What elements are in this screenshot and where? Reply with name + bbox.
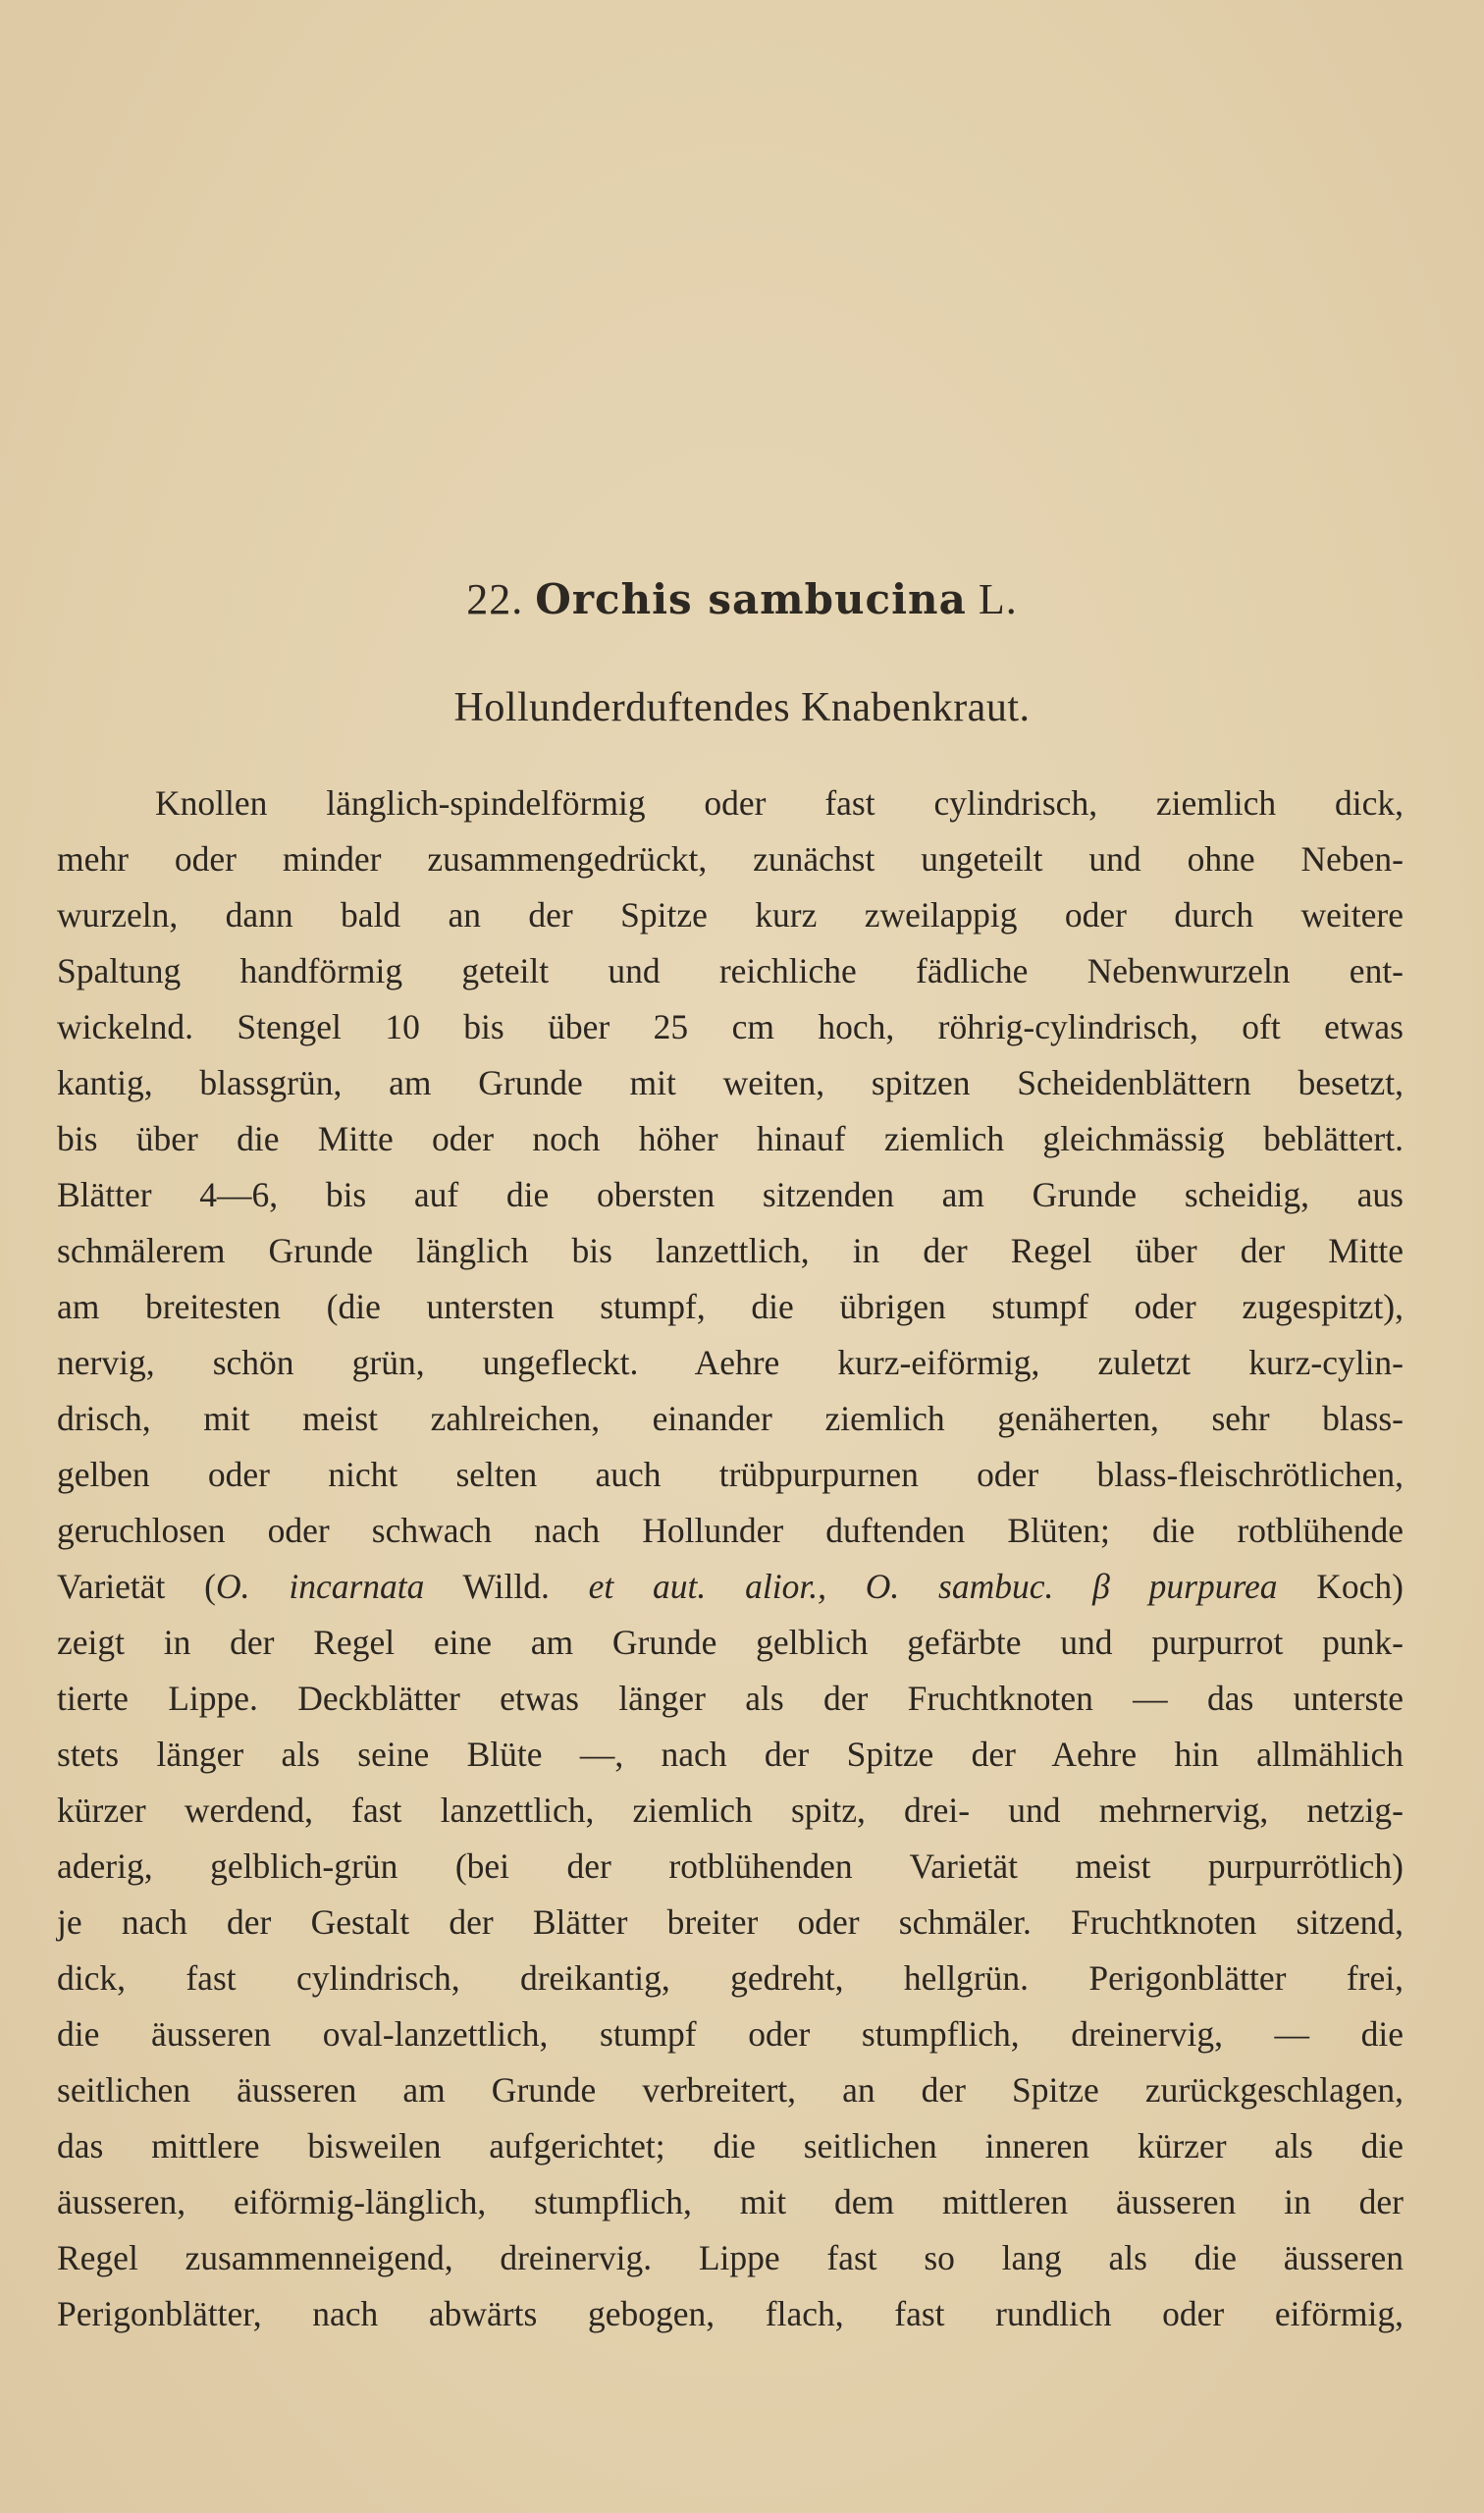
text-line: bis über die Mitte oder noch höher hinauf ziemlich gleichmässig beblättert. <box>57 1119 1404 1158</box>
text-line: äusseren, eiförmig-länglich, stumpflich, mit dem mittleren äusseren in der <box>57 2182 1404 2221</box>
varietat-text-1: Varietät ( <box>57 1567 217 1606</box>
text-line: geruchlosen oder schwach nach Hollunder duftenden Blüten; die rotblühende <box>57 1511 1404 1550</box>
text-line: Regel zusammenneigend, dreinervig. Lippe fast so lang als die äusseren <box>57 2238 1404 2277</box>
text-line: am breitesten (die untersten stumpf, die übrigen stumpf oder zugespitzt), <box>57 1287 1404 1326</box>
varietat-text-3: Koch) <box>1277 1567 1404 1606</box>
text-line: Spaltung handförmig geteilt und reichliche fädliche Nebenwurzeln ent- <box>57 951 1404 990</box>
text-line: Knollen länglich-spindelförmig oder fast cylindrisch, ziemlich dick, <box>155 783 1404 823</box>
text-line: Blätter 4—6, bis auf die obersten sitzenden am Grunde scheidig, aus <box>57 1175 1404 1214</box>
text-line: schmälerem Grunde länglich bis lanzettlich, in der Regel über der Mitte <box>57 1231 1404 1270</box>
species-number: 22. <box>466 575 524 623</box>
text-line: wickelnd. Stengel 10 bis über 25 cm hoch, röhrig-cylindrisch, oft etwas <box>57 1007 1404 1046</box>
varietat-line <box>57 1559 1404 1615</box>
text-line: drisch, mit meist zahlreichen, einander ziemlich genäherten, sehr blass- <box>57 1399 1404 1438</box>
species-author: L. <box>978 575 1018 623</box>
text-line: wurzeln, dann bald an der Spitze kurz zweilappig oder durch weitere <box>57 895 1404 935</box>
varietat-citation: et aut. alior., O. sambuc. β purpurea <box>588 1567 1278 1606</box>
text-line: die äusseren oval-lanzettlich, stumpf oder stumpflich, dreinervig, — die <box>57 2014 1404 2054</box>
text-line: tierte Lippe. Deckblätter etwas länger als der Fruchtknoten — das unterste <box>57 1679 1404 1718</box>
common-name: Hollunderduftendes Knabenkraut. <box>453 685 1031 730</box>
text-line: kantig, blassgrün, am Grunde mit weiten, spitzen Scheidenblättern besetzt, <box>57 1063 1404 1102</box>
text-line: je nach der Gestalt der Blätter breiter oder schmäler. Fruchtknoten sitzend, <box>57 1902 1404 1942</box>
text-line: mehr oder minder zusammengedrückt, zunächst ungeteilt und ohne Neben- <box>57 839 1404 879</box>
text-line: stets länger als seine Blüte —, nach der Spitze der Aehre hin allmählich <box>57 1735 1404 1774</box>
text-line: zeigt in der Regel eine am Grunde gelblich gefärbte und purpurrot punk- <box>57 1623 1404 1662</box>
text-line: das mittlere bisweilen aufgerichtet; die seitlichen inneren kürzer als die <box>57 2126 1404 2165</box>
species-heading <box>0 574 1484 624</box>
text-line: gelben oder nicht selten auch trübpurpurnen oder blass-fleischrötlichen, <box>57 1455 1404 1494</box>
text-line: dick, fast cylindrisch, dreikantig, gedreht, hellgrün. Perigonblätter frei, <box>57 1958 1404 1998</box>
description-body <box>57 775 1404 2342</box>
varietat-synonym: O. incarnata <box>216 1567 425 1606</box>
text-line: seitlichen äusseren am Grunde verbreitert, an der Spitze zurückgeschlagen, <box>57 2070 1404 2110</box>
text-line: nervig, schön grün, ungefleckt. Aehre kurz-eiförmig, zuletzt kurz-cylin- <box>57 1343 1404 1382</box>
varietat-text-2: Willd. <box>424 1567 589 1606</box>
text-line: aderig, gelblich-grün (bei der rotblühenden Varietät meist purpurrötlich) <box>57 1846 1404 1886</box>
text-line: kürzer werdend, fast lanzettlich, ziemlich spitz, drei- und mehrnervig, netzig- <box>57 1791 1404 1830</box>
species-name: Orchis sambucina <box>535 575 967 623</box>
text-line: Perigonblätter, nach abwärts gebogen, flach, fast rundlich oder eiförmig, <box>57 2294 1404 2333</box>
